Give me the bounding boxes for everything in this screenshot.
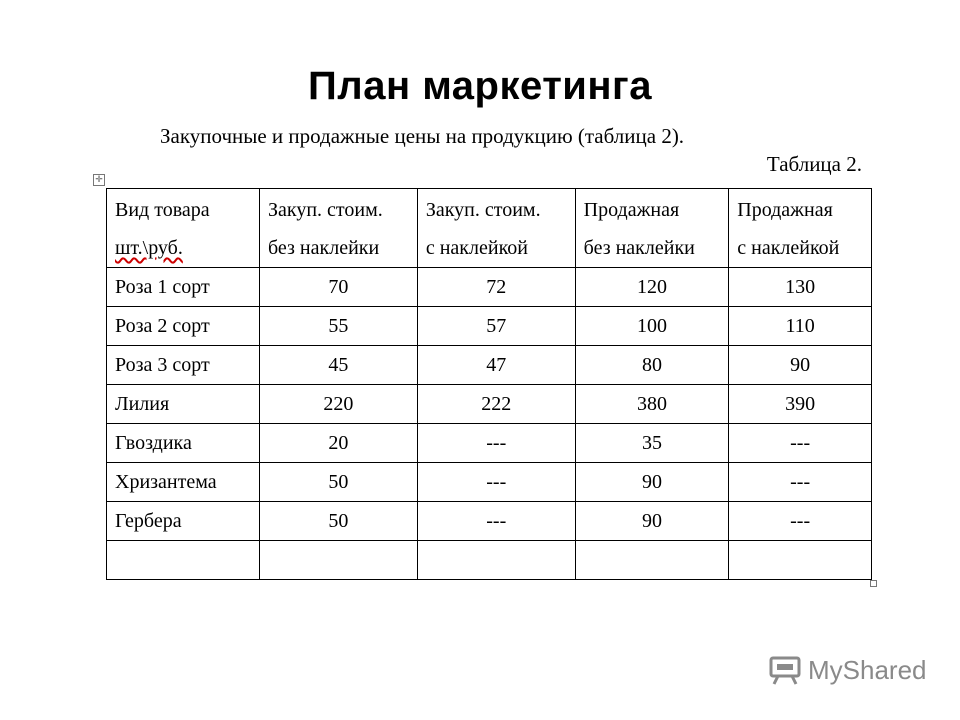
price-cell: 380 bbox=[575, 385, 729, 424]
price-cell: 70 bbox=[260, 268, 418, 307]
header-line: без наклейки bbox=[268, 237, 380, 259]
table-row bbox=[107, 268, 872, 307]
product-name-cell bbox=[107, 541, 260, 580]
price-cell: 90 bbox=[575, 463, 729, 502]
product-name-cell: Роза 3 сорт bbox=[107, 346, 260, 385]
header-line: с наклейкой bbox=[425, 237, 528, 259]
table-row bbox=[107, 346, 872, 385]
table-row bbox=[107, 307, 872, 346]
table-number-label: Таблица 2. bbox=[766, 152, 862, 176]
header-cell bbox=[729, 189, 872, 268]
price-cell: 20 bbox=[260, 424, 418, 463]
price-cell: 45 bbox=[260, 346, 418, 385]
price-cell bbox=[575, 541, 729, 580]
price-cell: 120 bbox=[575, 268, 729, 307]
price-cell: 90 bbox=[575, 502, 729, 541]
price-cell: 110 bbox=[729, 307, 872, 346]
header-cell bbox=[107, 189, 260, 268]
table-row bbox=[107, 463, 872, 502]
projector-icon bbox=[768, 656, 802, 686]
price-cell: 100 bbox=[575, 307, 729, 346]
product-name-cell: Гвоздика bbox=[107, 424, 260, 463]
price-cell bbox=[417, 541, 575, 580]
price-cell: 222 bbox=[417, 385, 575, 424]
price-cell: 220 bbox=[260, 385, 418, 424]
table-row bbox=[107, 385, 872, 424]
header-line: Продажная bbox=[737, 199, 833, 221]
page-title: План маркетинга bbox=[308, 64, 652, 108]
price-cell: 80 bbox=[575, 346, 729, 385]
price-cell: 72 bbox=[417, 268, 575, 307]
table-resize-handle[interactable] bbox=[870, 580, 877, 587]
table-row-empty bbox=[107, 541, 872, 580]
header-line: без наклейки bbox=[583, 237, 695, 259]
header-cell bbox=[260, 189, 418, 268]
header-line: Вид товара bbox=[115, 199, 210, 221]
price-cell: 57 bbox=[417, 307, 575, 346]
watermark-text: MyShared bbox=[808, 655, 927, 685]
header-cell bbox=[575, 189, 729, 268]
table-move-handle-icon[interactable]: ✛ bbox=[93, 174, 105, 186]
price-cell: 35 bbox=[575, 424, 729, 463]
product-name-cell: Гербера bbox=[107, 502, 260, 541]
table-caption: Закупочные и продажные цены на продукцию (таблица 2). bbox=[160, 124, 685, 148]
price-cell bbox=[729, 541, 872, 580]
price-cell: --- bbox=[729, 424, 872, 463]
product-name-cell: Роза 2 сорт bbox=[107, 307, 260, 346]
price-cell: 47 bbox=[417, 346, 575, 385]
header-line: Закуп. стоим. bbox=[425, 199, 541, 221]
header-line: Закуп. стоим. bbox=[268, 199, 383, 221]
price-cell: 55 bbox=[260, 307, 418, 346]
price-cell: 90 bbox=[729, 346, 872, 385]
price-cell: 50 bbox=[260, 463, 418, 502]
price-cell: 390 bbox=[729, 385, 872, 424]
table-row bbox=[107, 424, 872, 463]
price-cell: 130 bbox=[729, 268, 872, 307]
price-table bbox=[106, 188, 872, 580]
price-cell: --- bbox=[417, 424, 575, 463]
header-line: шт.\руб. bbox=[115, 237, 183, 259]
price-cell: --- bbox=[729, 502, 872, 541]
header-line: с наклейкой bbox=[737, 237, 840, 259]
price-cell: --- bbox=[729, 463, 872, 502]
price-cell bbox=[260, 541, 418, 580]
header-line: Продажная bbox=[583, 199, 680, 221]
price-cell: --- bbox=[417, 502, 575, 541]
product-name-cell: Хризантема bbox=[107, 463, 260, 502]
price-cell: --- bbox=[417, 463, 575, 502]
table-row bbox=[107, 502, 872, 541]
product-name-cell: Роза 1 сорт bbox=[107, 268, 260, 307]
header-cell bbox=[417, 189, 575, 268]
price-cell: 50 bbox=[260, 502, 418, 541]
product-name-cell: Лилия bbox=[107, 385, 260, 424]
table-header-row bbox=[107, 189, 872, 268]
watermark-logo bbox=[768, 655, 927, 686]
